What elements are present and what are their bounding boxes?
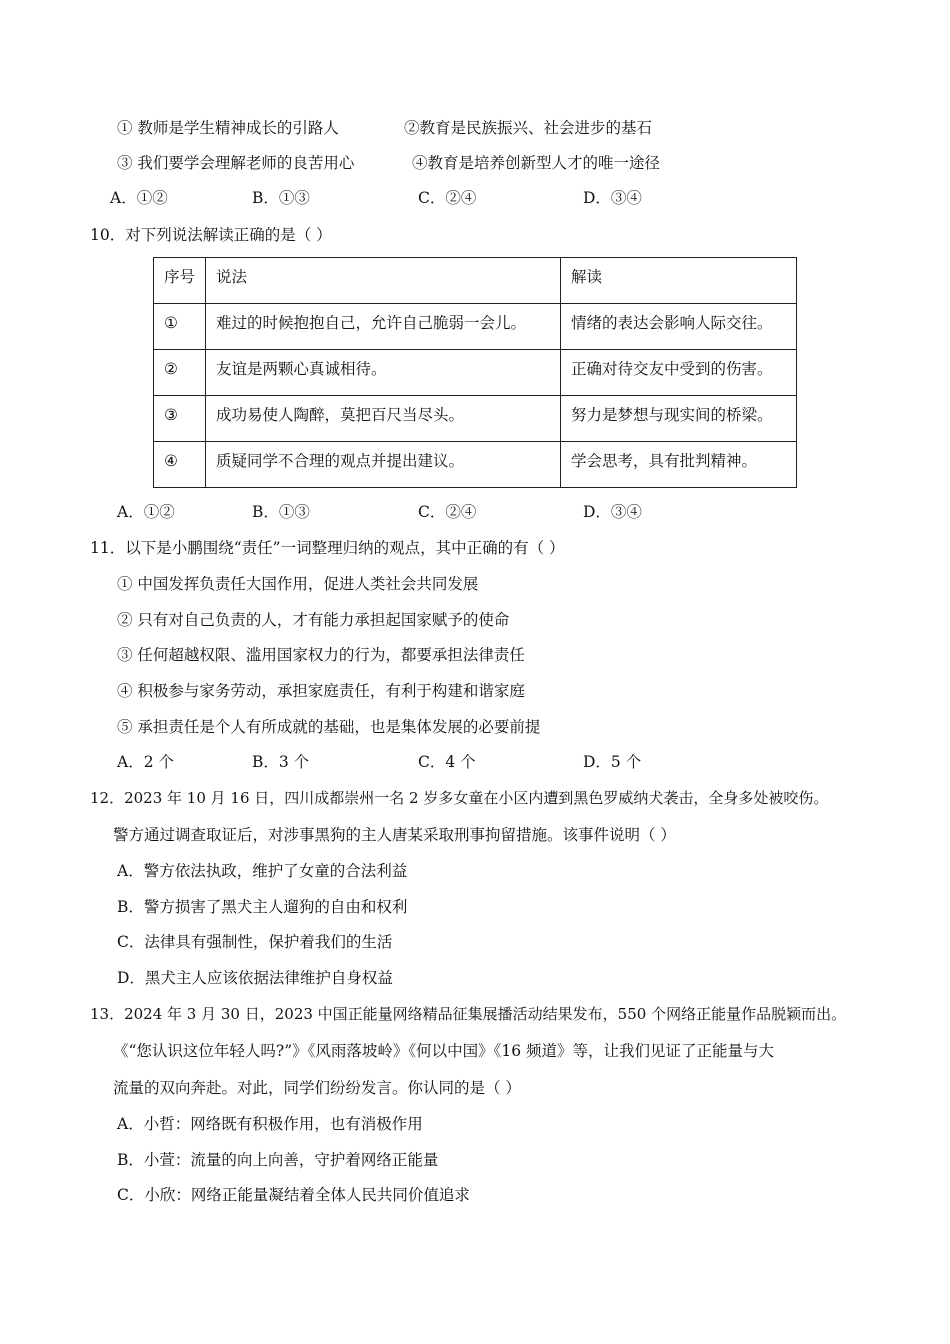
q11-option-b: B．3 个 <box>252 753 310 771</box>
header-cell: 序号 <box>154 258 206 304</box>
q9-statement-4: ④教育是培养创新型人才的唯一途径 <box>412 154 661 172</box>
q11-item-2: ② 只有对自己负责的人，才有能力承担起国家赋予的使命 <box>117 611 510 629</box>
q12-option-c: C．法律具有强制性，保护着我们的生活 <box>117 933 393 951</box>
table-cell: 学会思考，具有批判精神。 <box>561 442 797 488</box>
table-cell: 质疑同学不合理的观点并提出建议。 <box>206 442 561 488</box>
q13-stem-line-1: 13．2024 年 3 月 30 日，2023 中国正能量网络精品征集展播活动结果发布，550 个网络正能量作品脱颖而出。 <box>90 1005 847 1023</box>
q11-stem: 11．以下是小鹏围绕“责任”一词整理归纳的观点，其中正确的有（ ） <box>90 539 565 557</box>
q12-option-b: B．警方损害了黑犬主人遛狗的自由和权利 <box>117 898 408 916</box>
table-cell: ② <box>154 350 206 396</box>
q13-stem-line-3: 流量的双向奔赴。对此，同学们纷纷发言。你认同的是（ ） <box>113 1079 521 1097</box>
q11-item-3: ③ 任何超越权限、滥用国家权力的行为，都要承担法律责任 <box>117 646 525 664</box>
q13-option-a: A．小哲：网络既有积极作用，也有消极作用 <box>117 1115 423 1133</box>
table-row <box>154 396 797 442</box>
q9-statement-3: ③ 我们要学会理解老师的良苦用心 <box>117 154 355 172</box>
table-cell: 友谊是两颗心真诚相待。 <box>206 350 561 396</box>
q10-option-c: C．②④ <box>418 503 477 521</box>
table-cell: 努力是梦想与现实间的桥梁。 <box>561 396 797 442</box>
table-cell: 情绪的表达会影响人际交往。 <box>561 304 797 350</box>
q10-option-b: B．①③ <box>252 503 310 521</box>
q9-statement-2: ②教育是民族振兴、社会进步的基石 <box>404 119 653 137</box>
table-cell: ① <box>154 304 206 350</box>
q11-item-1: ① 中国发挥负责任大国作用，促进人类社会共同发展 <box>117 575 479 593</box>
header-cell: 解读 <box>561 258 797 304</box>
table-row <box>154 442 797 488</box>
q11-item-5: ⑤ 承担责任是个人有所成就的基础，也是集体发展的必要前提 <box>117 718 541 736</box>
q10-option-a: A．①② <box>117 503 175 521</box>
q9-option-a: A．①② <box>110 189 168 207</box>
q13-stem-line-2: 《“您认识这位年轻人吗?”》《风雨落坡岭》《何以中国》《16 频道》等，让我们见证了正能量与大 <box>113 1042 775 1060</box>
q9-option-d: D．③④ <box>583 189 642 207</box>
table-row <box>154 304 797 350</box>
table-row <box>154 350 797 396</box>
table-header-row <box>154 258 797 304</box>
q13-option-b: B．小萱：流量的向上向善，守护着网络正能量 <box>117 1151 439 1169</box>
q12-stem-line-2: 警方通过调查取证后，对涉事黑狗的主人唐某采取刑事拘留措施。该事件说明（ ） <box>113 826 676 844</box>
table-cell: 成功易使人陶醉，莫把百尺当尽头。 <box>206 396 561 442</box>
q11-option-a: A．2 个 <box>117 753 174 771</box>
q10-stem: 10．对下列说法解读正确的是（ ） <box>90 226 332 244</box>
q9-option-b: B．①③ <box>252 189 310 207</box>
q12-stem-line-1: 12．2023 年 10 月 16 日，四川成都崇州一名 2 岁多女童在小区内遭到黑色罗威纳犬袭击，全身多处被咬伤。 <box>90 789 829 807</box>
q12-option-d: D．黑犬主人应该依据法律维护自身权益 <box>117 969 393 987</box>
q12-option-a: A．警方依法执政，维护了女童的合法利益 <box>117 862 408 880</box>
header-cell: 说法 <box>206 258 561 304</box>
q9-statement-1: ① 教师是学生精神成长的引路人 <box>117 119 339 137</box>
table-cell: 难过的时候抱抱自己，允许自己脆弱一会儿。 <box>206 304 561 350</box>
table-cell: ③ <box>154 396 206 442</box>
q10-option-d: D．③④ <box>583 503 642 521</box>
q11-option-d: D．5 个 <box>583 753 642 771</box>
q13-option-c: C．小欣：网络正能量凝结着全体人民共同价值追求 <box>117 1186 470 1204</box>
q11-item-4: ④ 积极参与家务劳动，承担家庭责任，有利于构建和谐家庭 <box>117 682 525 700</box>
table-cell: ④ <box>154 442 206 488</box>
q10-table <box>153 257 797 488</box>
q9-option-c: C．②④ <box>418 189 477 207</box>
q11-option-c: C．4 个 <box>418 753 476 771</box>
table-cell: 正确对待交友中受到的伤害。 <box>561 350 797 396</box>
